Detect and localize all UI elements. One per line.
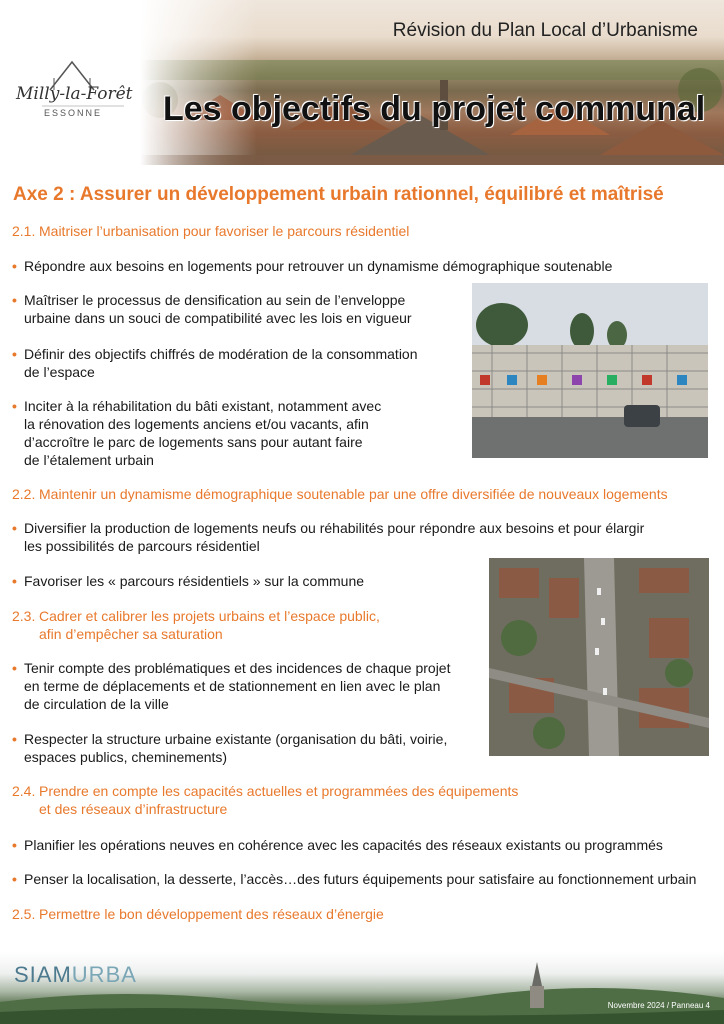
section-title: Maintenir un dynamisme démographique soutenable par une offre diversifiée de nouveaux logements (39, 486, 668, 502)
bullet-dot: • (12, 871, 17, 887)
bullet-text: Respecter la structure urbaine existante (organisation du bâti, voirie, espaces publics, cheminements) (24, 731, 448, 765)
bullet-dot: • (12, 258, 17, 274)
bullet-item (12, 291, 462, 327)
urba-logo-part: URBA (71, 962, 137, 987)
bullet-text: Favoriser les « parcours résidentiels » sur la commune (24, 573, 365, 589)
plu-revision-title: Révision du Plan Local d’Urbanisme (392, 20, 698, 41)
section-number: 2.5. (12, 906, 36, 922)
axe-title: Axe 2 : Assurer un développement urbain rationnel, équilibré et maîtrisé (13, 184, 664, 205)
section-title: Cadrer et calibrer les projets urbains et l’espace public, (39, 608, 380, 624)
bullet-dot: • (12, 520, 17, 536)
section-number: 2.1. (12, 223, 36, 239)
siam-logo-part: SIAM (14, 962, 72, 987)
header-banner (0, 0, 724, 165)
bullet-text: Planifier les opérations neuves en cohérence avec les capacités des réseaux existants ou programmés (24, 837, 663, 853)
bullet-dot: • (12, 731, 17, 747)
panel-date-number: Novembre 2024 / Panneau 4 (607, 1001, 710, 1010)
bullet-dot: • (12, 660, 17, 676)
bullet-text: Tenir compte des problématiques et des incidences de chaque projet en terme de déplacements et de stationnement en lien avec le plan de circulation de la ville (24, 660, 451, 712)
section-number: 2.2. (12, 486, 36, 502)
bullet-dot: • (12, 398, 17, 414)
bullet-text: Diversifier la production de logements neufs ou réhabilités pour répondre aux besoins et pour élargir les possibilités de parcours résidentiel (24, 520, 645, 554)
scaffolding-building-photo (472, 283, 708, 458)
bullet-text: Répondre aux besoins en logements pour retrouver un dynamisme démographique soutenable (24, 258, 613, 274)
section-2-4 (12, 782, 518, 818)
page-title: Les objectifs du projet communal (163, 90, 706, 128)
section-2-2 (12, 485, 668, 503)
bullet-item (12, 730, 482, 766)
section-2-3 (12, 607, 380, 643)
bullet-item (12, 519, 712, 555)
bullet-item (12, 345, 462, 381)
bullet-item (12, 257, 712, 275)
section-number: 2.4. (12, 783, 36, 799)
aerial-town-photo (489, 558, 709, 756)
section-2-1 (12, 222, 409, 240)
footer-banner (0, 952, 724, 1024)
section-title: Permettre le bon développement des réseaux d’énergie (39, 906, 384, 922)
bullet-dot: • (12, 292, 17, 308)
commune-logo-name: Milly-la-Forêt (16, 84, 133, 104)
section-title-continued: et des réseaux d’infrastructure (39, 801, 228, 817)
section-title: Prendre en compte les capacités actuelles et programmées des équipements (39, 783, 519, 799)
bullet-dot: • (12, 346, 17, 362)
section-title: Maitriser l’urbanisation pour favoriser le parcours résidentiel (39, 223, 410, 239)
bullet-text: Inciter à la réhabilitation du bâti existant, notamment avec la rénovation des logements anciens et/ou vacants, afin d’accroître le parc de logements sans pour autant faire de l’étalement urbain (24, 398, 382, 468)
bullet-text: Maîtriser le processus de densification au sein de l’enveloppe urbaine dans un souci de compatibilité avec les lois en vigueur (24, 292, 412, 326)
section-2-5 (12, 905, 384, 923)
bullet-item (12, 397, 462, 469)
section-number: 2.3. (12, 608, 36, 624)
section-title-continued: afin d’empêcher sa saturation (39, 626, 223, 642)
bullet-dot: • (12, 573, 17, 589)
bullet-item (12, 870, 712, 888)
bullet-dot: • (12, 837, 17, 853)
bullet-item (12, 836, 712, 854)
bullet-item (12, 572, 472, 590)
siam-urba-logo (14, 962, 137, 988)
bullet-item (12, 659, 482, 713)
bullet-text: Définir des objectifs chiffrés de modération de la consommation de l’espace (24, 346, 418, 380)
bullet-text: Penser la localisation, la desserte, l’accès…des futurs équipements pour satisfaire au fonctionnement urbain (24, 871, 697, 887)
commune-logo-sub: ESSONNE (44, 108, 103, 118)
